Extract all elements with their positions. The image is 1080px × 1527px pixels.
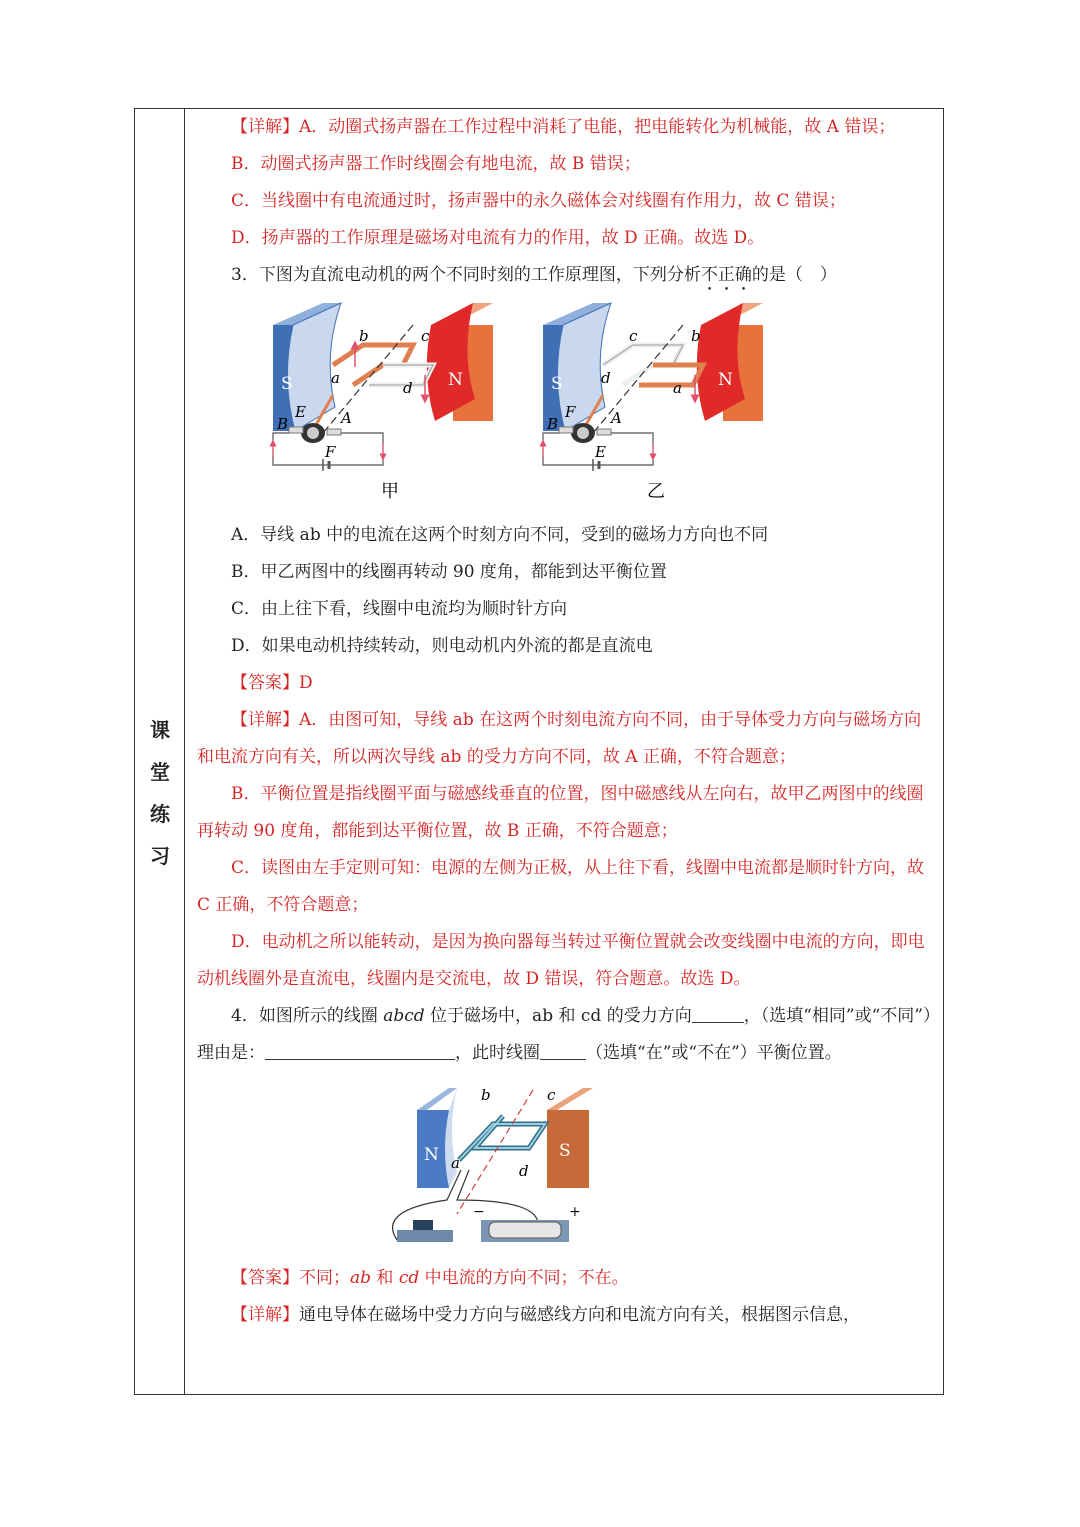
q3-detail-c: C．读图由左手定则可知：电源的左侧为正极，从上往下看，线圈中电流都是顺时针方向，故 C 正确，不符合题意；	[197, 858, 925, 915]
q4-answer: 【答案】不同；ab 和 cd 中电流的方向不同；不在。	[231, 1268, 629, 1288]
q3-detail-a: 【详解】A．由图可知，导线 ab 在这两个时刻电流方向不同，由于导体受力方向与磁场方向和电流方向有关，所以两次导线 ab 的受力方向不同，故 A 正确，不符合题意；	[197, 710, 922, 767]
svg-text:F: F	[565, 403, 576, 421]
section-label: 课 堂 练 习	[150, 718, 170, 868]
q2-detail-a: 【详解】A．动圈式扬声器在工作过程中消耗了电能，把电能转化为机械能，故 A 错误；	[231, 117, 896, 137]
exercise-table	[134, 108, 944, 1395]
svg-text:c: c	[547, 1086, 556, 1104]
content-cell	[185, 109, 943, 1394]
svg-text:A: A	[341, 409, 352, 427]
svg-text:B: B	[277, 415, 289, 433]
svg-text:E: E	[295, 403, 306, 421]
blank-2	[265, 1041, 455, 1060]
svg-text:S: S	[551, 374, 563, 394]
q3-answer: 【答案】D	[231, 673, 313, 693]
svg-text:+: +	[569, 1204, 581, 1220]
q4-detail: 【详解】通电导体在磁场中受力方向与磁感线方向和电流方向有关，根据图示信息，	[231, 1305, 860, 1325]
svg-text:c: c	[421, 327, 430, 345]
q3-detail-b: B．平衡位置是指线圈平面与磁感线垂直的位置，图中磁感线从左向右，故甲乙两图中的线圈再转动 90 度角，都能到达平衡位置，故 B 正确，不符合题意；	[197, 784, 924, 841]
q2-detail-d: D．扬声器的工作原理是磁场对电流有力的作用，故 D 正确。故选 D。	[231, 228, 765, 248]
q3-option-a: A．导线 ab 中的电流在这两个时刻方向不同，受到的磁场力方向也不同	[231, 525, 769, 545]
svg-text:E: E	[595, 443, 606, 461]
svg-text:a: a	[331, 369, 340, 387]
svg-text:c: c	[629, 327, 638, 345]
q3-option-d: D．如果电动机持续转动，则电动机内外流的都是直流电	[231, 636, 653, 656]
svg-text:B: B	[547, 415, 559, 433]
q2-detail-b: B．动圈式扬声器工作时线圈会有地电流，故 B 错误；	[231, 154, 641, 174]
motor-figure-jia	[273, 303, 493, 502]
svg-text:b: b	[691, 327, 701, 345]
q3-option-b: B．甲乙两图中的线圈再转动 90 度角，都能到达平衡位置	[231, 562, 667, 582]
svg-text:F: F	[325, 443, 336, 461]
q3-figure	[197, 295, 935, 517]
coil-circuit-diagram	[197, 1072, 937, 1260]
svg-text:甲: 甲	[381, 481, 399, 502]
svg-text:−: −	[473, 1204, 485, 1220]
q3-stem: 3．下图为直流电动机的两个不同时刻的工作原理图，下列分析不正确的是（ ）	[231, 265, 837, 285]
svg-text:N: N	[424, 1145, 439, 1165]
motor-figure-yi	[543, 303, 763, 502]
svg-text:N: N	[448, 370, 463, 390]
motor-diagrams	[197, 295, 937, 517]
svg-text:S: S	[559, 1141, 571, 1161]
blank-1	[692, 1004, 744, 1023]
svg-text:S: S	[281, 374, 293, 394]
svg-text:N: N	[718, 370, 733, 390]
section-label-cell	[135, 109, 185, 1394]
q4-stem: 4．如图所示的线圈 abcd 位于磁场中，ab 和 cd 的受力方向 ，（选填“相同”或“不同”）理由是： ，此时线圈 （选填“在”或“不在”）平衡位置。	[197, 1006, 932, 1063]
svg-text:d: d	[601, 369, 611, 387]
svg-text:d: d	[403, 379, 413, 397]
q4-figure	[197, 1072, 935, 1260]
svg-text:a: a	[673, 379, 682, 397]
svg-text:d: d	[519, 1162, 529, 1180]
q2-detail-c: C．当线圈中有电流通过时，扬声器中的永久磁体会对线圈有作用力，故 C 错误；	[231, 191, 846, 211]
svg-text:b: b	[481, 1086, 491, 1104]
svg-text:A: A	[611, 409, 622, 427]
svg-text:a: a	[451, 1154, 460, 1172]
q3-detail-d: D．电动机之所以能转动，是因为换向器每当转过平衡位置就会改变线圈中电流的方向，即电动机线圈外是直流电，线圈内是交流电，故 D 错误，符合题意。故选 D。	[197, 932, 925, 989]
svg-text:b: b	[359, 327, 369, 345]
q3-option-c: C．由上往下看，线圈中电流均为顺时针方向	[231, 599, 568, 619]
svg-text:乙: 乙	[647, 481, 665, 502]
blank-3	[540, 1041, 586, 1060]
